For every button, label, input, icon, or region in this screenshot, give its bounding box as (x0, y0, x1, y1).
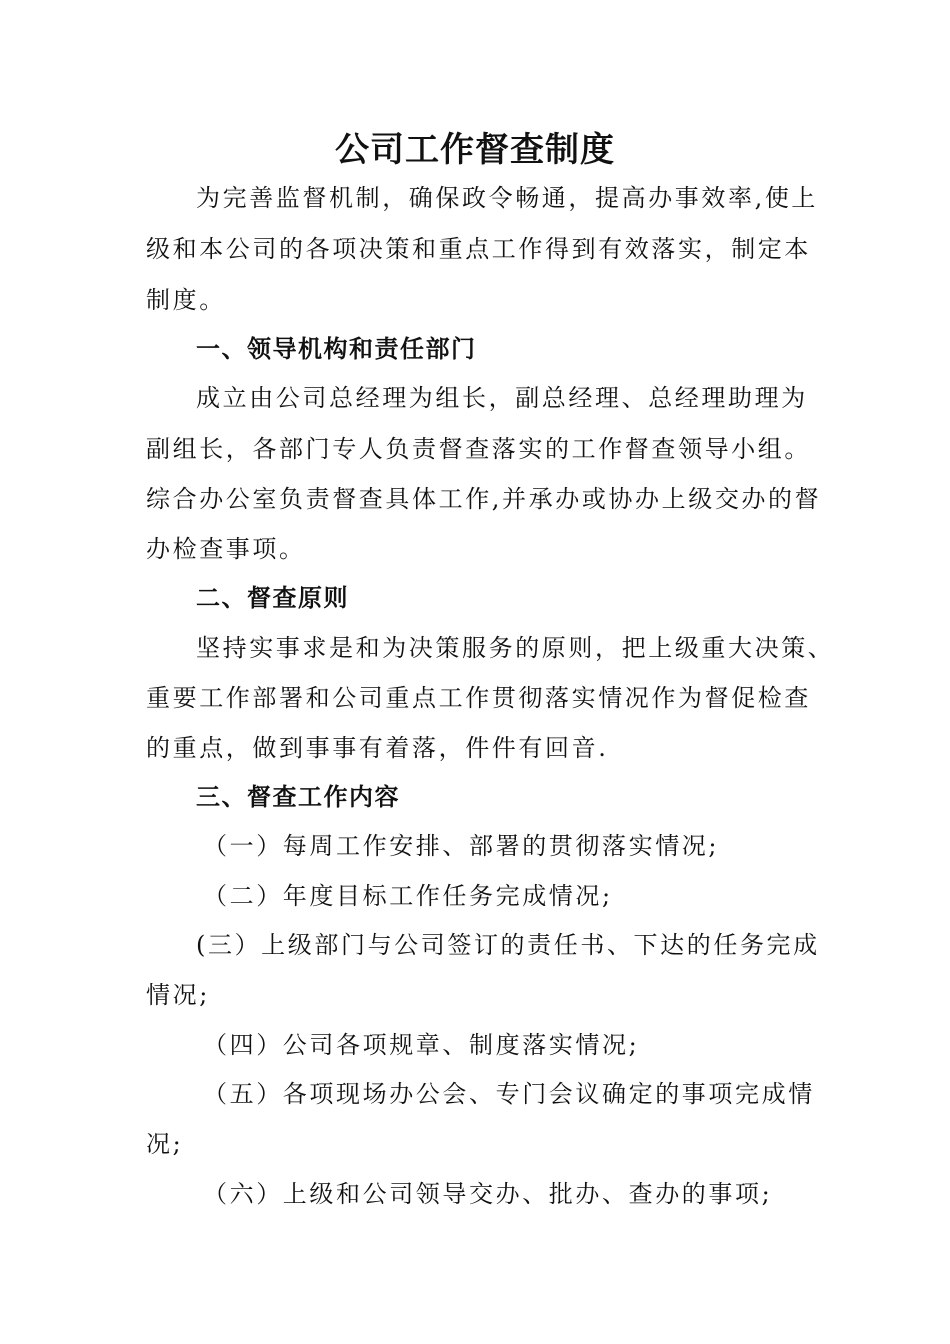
section3-item-4: （四）公司各项规章、制度落实情况; (203, 1031, 640, 1059)
section3-item-5: （五）各项现场办公会、专门会议确定的事项完成情 (203, 1080, 815, 1108)
section1-line-4: 办检查事项。 (146, 535, 306, 563)
intro-line-3: 制度。 (146, 286, 226, 314)
section2-line-1: 坚持实事求是和为决策服务的原则，把上级重大决策、 (196, 634, 835, 662)
section3-item-3-cont: 情况; (146, 981, 210, 1009)
section-heading-2: 二、督查原则 (196, 584, 349, 612)
section2-line-2: 重要工作部署和公司重点工作贯彻落实情况作为督促检查 (146, 684, 811, 712)
section3-item-3: (三）上级部门与公司签订的责任书、下达的任务完成 (196, 931, 820, 959)
section3-item-5-cont: 况; (146, 1130, 184, 1158)
section3-item-2: （二）年度目标工作任务完成情况; (203, 882, 613, 910)
section3-item-1: （一）每周工作安排、部署的贯彻落实情况; (203, 832, 720, 860)
intro-line-1: 为完善监督机制，确保政令畅通，提高办事效率,使上 (196, 184, 819, 212)
section1-line-2: 副组长，各部门专人负责督查落实的工作督查领导小组。 (146, 435, 811, 463)
section1-line-1: 成立由公司总经理为组长，副总经理、总经理助理为 (196, 384, 808, 412)
section-heading-3: 三、督查工作内容 (196, 783, 400, 811)
section2-line-3: 的重点，做到事事有着落，件件有回音. (146, 734, 609, 762)
section-heading-1: 一、领导机构和责任部门 (196, 335, 477, 363)
intro-line-2: 级和本公司的各项决策和重点工作得到有效落实，制定本 (146, 235, 811, 263)
page-title: 公司工作督查制度 (335, 130, 615, 170)
section3-item-6: （六）上级和公司领导交办、批办、查办的事项; (203, 1180, 773, 1208)
section1-line-3: 综合办公室负责督查具体工作,并承办或协办上级交办的督 (146, 485, 822, 513)
